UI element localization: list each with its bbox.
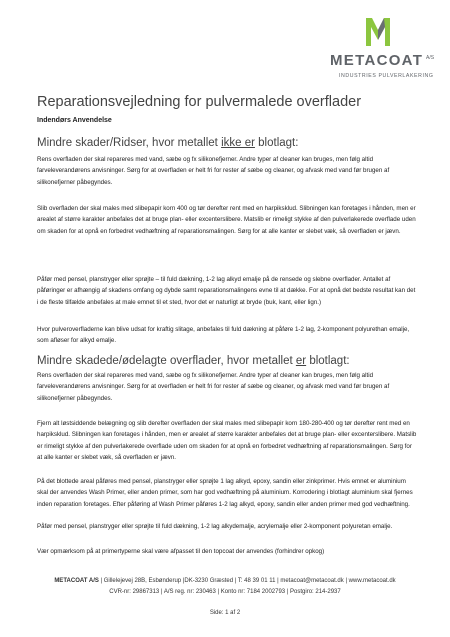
logo-wordmark: METACOAT	[330, 52, 424, 69]
section-1-paragraph-2: Slib overfladen der skal males med slibepapir korn 400 og tør derefter rent med en harpiksklud. Slibningen kan foretages i hånden, men er arealet af større karakter anbefales det at bruge plan- eller excenterslibere. Matslib er rimeligt stykke af den pulverlakerede overflade uden om skaden for at opnå en forbedret vedhæftning af reparationsmalingen. Sørg for at alle kanter er slebet væk, så overfladen er jævn.	[37, 205, 416, 235]
section-2-paragraph-3: På det blottede areal påføres med pensel, planstryger eller sprøjte 1 lag alkyd, epoxy, sandin eller zinkprimer. Hvis emnet er aluminium skal der anvendes Wash Primer, eller anden primer, som har god vedhæftning på aluminium. Korrodering i blotlagt aluminium skal fjernes inden reparation foretages. Efter påføring af Wash Primer påføres 1-2 lag alkyd, epoxy, sandin eller anden primer med god vedhæftning.	[37, 478, 413, 508]
company-logo	[326, 16, 435, 88]
section-2-heading	[37, 355, 350, 367]
metacoat-m-logo-icon	[362, 16, 394, 48]
footer-address: | Gillelejevej 28B, Esbønderup |DK-3230 Græsted | T: 48 39 01 11 | metacoat@metacoat.dk | www.metacoat.dk	[98, 578, 396, 584]
document-title: Reparationsvejledning for pulvermalede overflader	[37, 94, 362, 110]
section-2-heading-underlined: er	[295, 355, 307, 367]
logo-wordmark-suffix: A/S	[426, 55, 435, 61]
footer-company-name: METACOAT A/S	[54, 578, 99, 584]
logo-tagline: INDUSTRIES PULVERLAKERING	[339, 73, 434, 79]
section-1-heading-pre: Mindre skader/Ridser, hvor metallet	[37, 137, 222, 149]
section-1-paragraph-4: Hvor pulveroverfladerne kan blive udsat for kraftig slitage, anbefales til fuld dækning at påføre 1-2 lag, 2-komponent polyurethan emalje, som afløser for alkyd emalje.	[37, 326, 410, 345]
footer-registration: CVR-nr: 29867313 | A/S reg. nr: 230463 | Konto nr: 7184 2002793 | Postgiro: 214-2937	[109, 589, 341, 595]
section-2-paragraph-5: Vær opmærksom på at primertyperne skal være afpasset til den topcoat der anvendes (forhindrer opkog)	[37, 548, 325, 555]
section-2-paragraph-1: Rens overfladen der skal repareres med vand, sæbe og fx silikonefjerner. Andre typer af cleaner kan bruges, men følg altid farveleverandørens anvisninger. Sørg for at overfladen er helt fri for rester af sæbe og cleaner, og afvask med vand før brugen af silikonefjerner påbegyndes.	[37, 372, 390, 402]
page-number: Side: 1 af 2	[209, 610, 241, 616]
section-2-heading-pre: Mindre skadede/ødelagte overflader, hvor metallet	[37, 355, 296, 367]
section-1-heading-underlined: ikke er	[221, 137, 255, 149]
section-1-paragraph-3: Påfør med pensel, planstryger eller sprøjte – til fuld dækning, 1-2 lag alkyd emalje på de rensede og slebne overflader. Antallet af påføringer er afhængig af skadens omfang og dybde samt reparationsmalingens evne til at dække. For at opnå det bedste resultat kan det i de fleste tilfælde anbefales at male emnet til et sted, hvor det er naturligt at bryde (buk, kant, eller lign.)	[37, 276, 416, 306]
section-2-paragraph-2: Fjern alt løstsiddende belægning og slib derefter overfladen der skal males med slibepapir korn 180-280-400 og tør derefter rent med en harpiksklud. Slibningen kan foretages i hånden, men er arealet af større karakter anbefales det at bruge plan- eller excenterslibere. Matslib er rimeligt stykke af den pulverlakerede overflade uden om skaden for at opnå en forbedret vedhæftning af reparationsmalingen. Sørg for at alle kanter er slebet væk, så overfladen er jævn.	[37, 420, 417, 462]
section-1-heading-post: blotlagt:	[254, 137, 299, 149]
section-1-paragraph-1: Rens overfladen der skal repareres med vand, sæbe og fx silikonefjerner. Andre typer af cleaner kan bruges, men følg altid farveleverandørens anvisninger. Sørg for at overfladen er helt fri for rester af sæbe og cleaner, og afvask med vand før brugen af silikonefjerner påbegyndes.	[37, 156, 390, 186]
section-2-heading-post: blotlagt:	[306, 355, 350, 367]
section-2-paragraph-4: Påfør med pensel, planstryger eller sprøjte til fuld dækning, 1-2 lag alkydemalje, acrylemalje eller 2-komponent polyuretan emalje.	[37, 523, 393, 530]
footer-company-line	[20, 578, 430, 584]
section-1-heading	[37, 137, 298, 149]
document-subtitle: Indendørs Anvendelse	[37, 117, 112, 124]
